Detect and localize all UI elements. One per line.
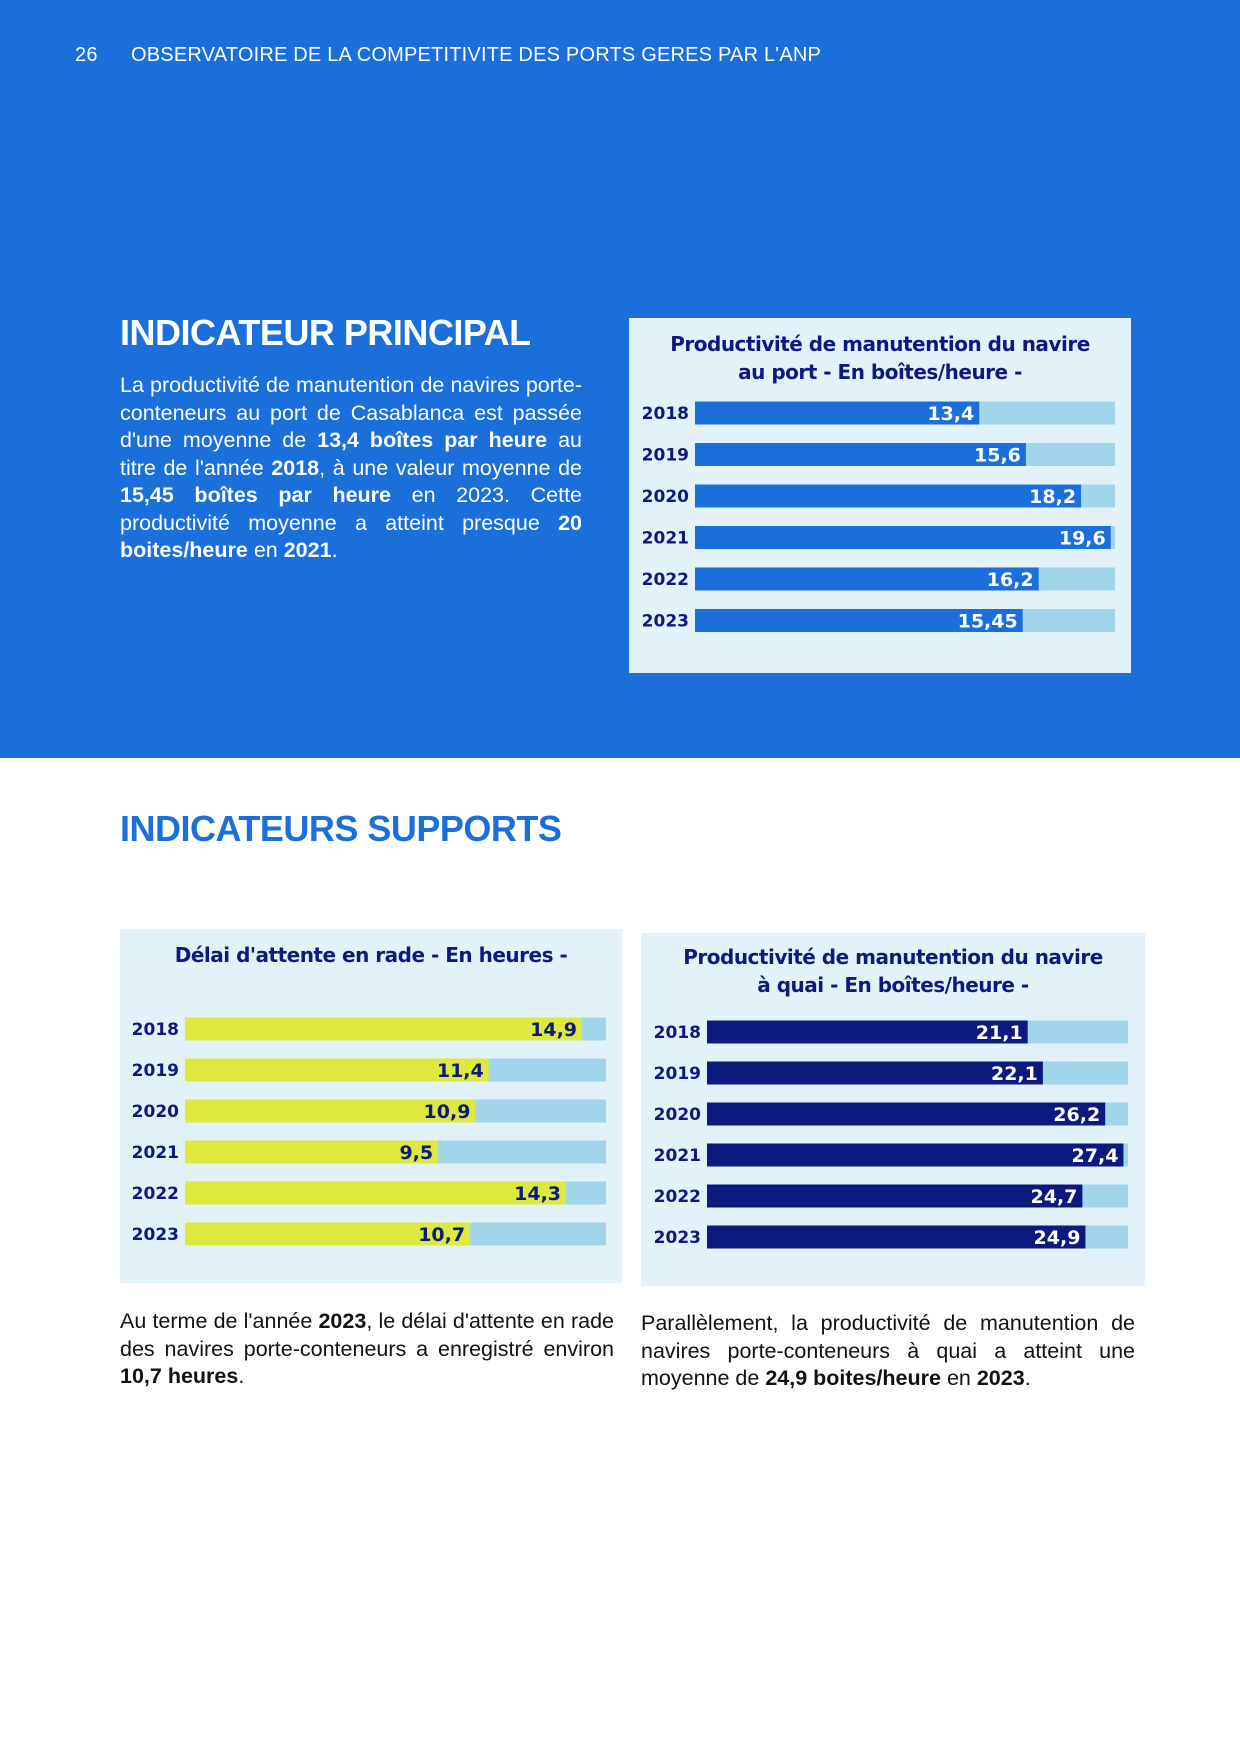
chart-title-line: Délai d'attente en rade - En heures - xyxy=(174,943,568,967)
chart-waiting-time xyxy=(120,929,622,1283)
bar-2021 xyxy=(695,526,1111,549)
category-label: 2023 xyxy=(641,611,689,632)
value-label: 14,3 xyxy=(514,1183,562,1205)
bar-2023 xyxy=(707,1226,1085,1249)
chart-plot xyxy=(641,933,1145,1286)
emphasis-text: 15,45 boîtes par heure xyxy=(120,483,392,507)
body-text: , le délai d'attente en rade des navires porte-conteneurs a enregistré environ xyxy=(120,1309,614,1361)
emphasis-text: 2023 xyxy=(318,1309,367,1333)
bar-2022 xyxy=(185,1182,566,1205)
section-title-supports: INDICATEURS SUPPORTS xyxy=(120,808,562,849)
body-text: au titre de l'année xyxy=(120,428,582,480)
chart-title-line: Productivité de manutention du navire xyxy=(670,332,1090,356)
principal-paragraph xyxy=(120,372,582,565)
category-label: 2019 xyxy=(653,1064,701,1084)
bar-2020 xyxy=(707,1103,1105,1126)
body-text: . xyxy=(331,538,338,562)
chart-plot xyxy=(629,318,1131,673)
chart-plot xyxy=(120,929,622,1283)
value-label: 19,6 xyxy=(1058,527,1106,550)
value-label: 13,4 xyxy=(927,403,975,425)
category-label: 2018 xyxy=(653,1023,701,1043)
value-label: 24,7 xyxy=(1030,1186,1078,1208)
body-text: . xyxy=(1024,1366,1031,1390)
chart-port-productivity xyxy=(629,318,1131,673)
category-label: 2022 xyxy=(641,570,689,590)
emphasis-text: 20 boites/heure xyxy=(120,510,582,562)
body-text: en xyxy=(247,538,284,562)
body-text: . xyxy=(238,1364,245,1388)
bar-2021 xyxy=(707,1144,1123,1167)
chart-title-line: Productivité de manutention du navire xyxy=(683,945,1103,969)
value-label: 27,4 xyxy=(1071,1145,1119,1167)
document-title: OBSERVATOIRE DE LA COMPETITIVITE DES PORTS GERES PAR L'ANP xyxy=(131,44,822,66)
body-text: La productivité de manutention de navires porte-conteneurs au port de Casablanca est passée d'une moyenne de xyxy=(120,373,582,452)
chart-title-line: au port - En boîtes/heure - xyxy=(738,360,1022,384)
bar-2022 xyxy=(707,1185,1082,1208)
category-label: 2022 xyxy=(131,1184,179,1204)
category-label: 2023 xyxy=(131,1225,179,1245)
body-text: Parallèlement, la productivité de manutention de navires porte-conteneurs à quai a atteint une moyenne de xyxy=(641,1311,1135,1390)
chart-title-line: à quai - En boîtes/heure - xyxy=(757,973,1029,997)
body-text: en xyxy=(940,1366,977,1390)
emphasis-text: 13,4 boîtes par heure xyxy=(317,428,548,452)
category-label: 2020 xyxy=(641,487,689,507)
category-label: 2022 xyxy=(653,1187,701,1207)
value-label: 18,2 xyxy=(1029,486,1077,508)
category-label: 2021 xyxy=(641,528,689,549)
supports-left-paragraph xyxy=(120,1308,614,1391)
emphasis-text: 2018 xyxy=(271,455,320,480)
value-label: 21,1 xyxy=(975,1022,1023,1044)
body-text: en 2023. Cette productivité moyenne a atteint presque xyxy=(120,483,583,535)
category-label: 2018 xyxy=(131,1020,179,1040)
page-number: 26 xyxy=(75,44,98,66)
value-label: 10,9 xyxy=(423,1101,471,1123)
category-label: 2020 xyxy=(131,1102,179,1122)
bar-2018 xyxy=(185,1018,582,1041)
category-label: 2019 xyxy=(131,1061,179,1081)
value-label: 22,1 xyxy=(990,1063,1038,1085)
value-label: 15,45 xyxy=(957,610,1018,633)
emphasis-text: 24,9 boites/heure xyxy=(765,1366,941,1390)
value-label: 26,2 xyxy=(1053,1104,1101,1126)
category-label: 2021 xyxy=(653,1146,701,1166)
value-label: 10,7 xyxy=(418,1224,466,1246)
supports-right-paragraph xyxy=(641,1310,1135,1393)
value-label: 24,9 xyxy=(1033,1227,1081,1249)
category-label: 2023 xyxy=(653,1228,701,1248)
category-label: 2021 xyxy=(131,1143,179,1163)
body-text: Au terme de l'année xyxy=(120,1309,319,1333)
emphasis-text: 10,7 heures xyxy=(120,1364,239,1388)
category-label: 2019 xyxy=(641,445,689,466)
value-label: 11,4 xyxy=(436,1060,484,1082)
value-label: 16,2 xyxy=(986,569,1034,591)
category-label: 2018 xyxy=(641,404,689,424)
value-label: 15,6 xyxy=(974,444,1021,467)
emphasis-text: 2021 xyxy=(283,538,332,562)
category-label: 2020 xyxy=(653,1105,701,1125)
body-text: , à une valeur moyenne de xyxy=(319,455,583,480)
value-label: 14,9 xyxy=(530,1019,578,1041)
emphasis-text: 2023 xyxy=(976,1366,1025,1390)
page-header xyxy=(75,44,821,67)
section-title-principal: INDICATEUR PRINCIPAL xyxy=(120,312,531,353)
bar-2020 xyxy=(695,485,1081,508)
chart-quay-productivity xyxy=(641,933,1145,1286)
value-label: 9,5 xyxy=(399,1142,434,1164)
